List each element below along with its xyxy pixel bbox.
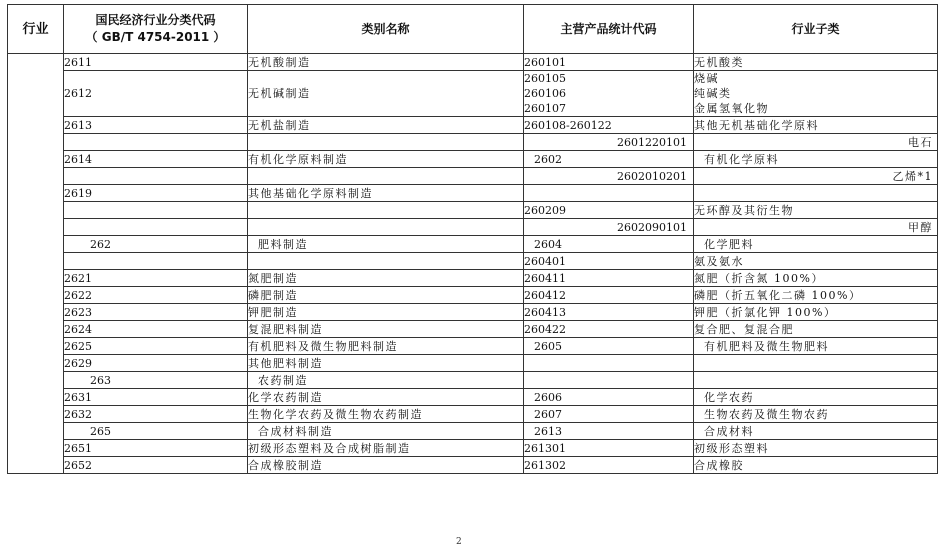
sub-industry-cell: 乙烯*1 bbox=[694, 168, 938, 185]
product-code-cell: 2602010201 bbox=[524, 168, 694, 185]
sub-industry-cell: 氨及氨水 bbox=[694, 253, 938, 270]
category-name-cell: 有机肥料及微生物肥料制造 bbox=[248, 338, 524, 355]
category-name-cell: 钾肥制造 bbox=[248, 304, 524, 321]
product-code-line: 260106 bbox=[524, 87, 566, 100]
product-code-cell: 260108-260122 bbox=[524, 117, 694, 134]
product-code-cell: 2601220101 bbox=[524, 134, 694, 151]
product-code-cell: 260209 bbox=[524, 202, 694, 219]
table-row bbox=[8, 253, 938, 270]
table-row bbox=[8, 54, 938, 71]
industry-cell bbox=[8, 54, 64, 474]
gb-code-cell: 2625 bbox=[64, 338, 248, 355]
gb-code-cell: 263 bbox=[64, 372, 248, 389]
gb-code-cell: 2624 bbox=[64, 321, 248, 338]
category-name-cell bbox=[248, 134, 524, 151]
category-name-cell: 有机化学原料制造 bbox=[248, 151, 524, 168]
sub-industry-cell: 氮肥（折含氮 100%） bbox=[694, 270, 938, 287]
table-row bbox=[8, 423, 938, 440]
sub-industry-line: 金属氢氧化物 bbox=[694, 102, 769, 115]
product-code-cell: 260101 bbox=[524, 54, 694, 71]
table-row bbox=[8, 457, 938, 474]
gb-code-cell: 2621 bbox=[64, 270, 248, 287]
table-row bbox=[8, 338, 938, 355]
product-code-cell bbox=[524, 185, 694, 202]
header-sub-industry: 行业子类 bbox=[694, 5, 938, 54]
category-name-cell bbox=[248, 219, 524, 236]
sub-industry-cell bbox=[694, 71, 938, 117]
table-row bbox=[8, 236, 938, 253]
category-name-cell: 磷肥制造 bbox=[248, 287, 524, 304]
category-name-cell: 无机碱制造 bbox=[248, 71, 524, 117]
sub-industry-cell: 无机酸类 bbox=[694, 54, 938, 71]
table-row bbox=[8, 219, 938, 236]
gb-code-cell: 2631 bbox=[64, 389, 248, 406]
sub-industry-cell: 化学农药 bbox=[694, 389, 938, 406]
sub-industry-line: 烧碱 bbox=[694, 72, 719, 85]
product-code-cell: 260411 bbox=[524, 270, 694, 287]
product-code-cell: 260413 bbox=[524, 304, 694, 321]
product-code-line: 260105 bbox=[524, 72, 566, 85]
gb-code-cell bbox=[64, 202, 248, 219]
header-product-code: 主营产品统计代码 bbox=[524, 5, 694, 54]
product-code-cell bbox=[524, 355, 694, 372]
gb-code-cell: 2611 bbox=[64, 54, 248, 71]
table-row bbox=[8, 134, 938, 151]
table-row bbox=[8, 440, 938, 457]
gb-code-cell: 2629 bbox=[64, 355, 248, 372]
sub-industry-cell: 其他无机基础化学原料 bbox=[694, 117, 938, 134]
table-row bbox=[8, 270, 938, 287]
product-code-line: 260107 bbox=[524, 102, 566, 115]
gb-code-cell: 2613 bbox=[64, 117, 248, 134]
gb-code-cell: 2612 bbox=[64, 71, 248, 117]
table-row bbox=[8, 117, 938, 134]
gb-code-cell: 2652 bbox=[64, 457, 248, 474]
sub-industry-line: 纯碱类 bbox=[694, 87, 732, 100]
table-row bbox=[8, 372, 938, 389]
gb-code-cell bbox=[64, 168, 248, 185]
table-row bbox=[8, 168, 938, 185]
header-industry: 行业 bbox=[8, 5, 64, 54]
category-name-cell: 生物化学农药及微生物农药制造 bbox=[248, 406, 524, 423]
table-row bbox=[8, 355, 938, 372]
sub-industry-cell bbox=[694, 355, 938, 372]
table-row bbox=[8, 304, 938, 321]
product-code-cell: 2606 bbox=[524, 389, 694, 406]
gb-code-cell bbox=[64, 134, 248, 151]
category-name-cell: 复混肥料制造 bbox=[248, 321, 524, 338]
product-code-cell: 2602 bbox=[524, 151, 694, 168]
sub-industry-cell: 复合肥、复混合肥 bbox=[694, 321, 938, 338]
sub-industry-cell: 有机化学原料 bbox=[694, 151, 938, 168]
sub-industry-cell: 合成材料 bbox=[694, 423, 938, 440]
category-name-cell: 初级形态塑料及合成树脂制造 bbox=[248, 440, 524, 457]
table-row bbox=[8, 202, 938, 219]
table-header-row bbox=[8, 5, 938, 54]
category-name-cell: 无机酸制造 bbox=[248, 54, 524, 71]
category-name-cell: 其他肥料制造 bbox=[248, 355, 524, 372]
product-code-cell: 260412 bbox=[524, 287, 694, 304]
product-code-cell: 261301 bbox=[524, 440, 694, 457]
header-category-name: 类别名称 bbox=[248, 5, 524, 54]
category-name-cell: 农药制造 bbox=[248, 372, 524, 389]
sub-industry-cell: 无环醇及其衍生物 bbox=[694, 202, 938, 219]
gb-code-cell: 2651 bbox=[64, 440, 248, 457]
sub-industry-cell: 化学肥料 bbox=[694, 236, 938, 253]
header-gb-code bbox=[64, 5, 248, 54]
table-row bbox=[8, 185, 938, 202]
sub-industry-cell: 生物农药及微生物农药 bbox=[694, 406, 938, 423]
product-code-cell: 260422 bbox=[524, 321, 694, 338]
product-code-cell: 261302 bbox=[524, 457, 694, 474]
category-name-cell: 其他基础化学原料制造 bbox=[248, 185, 524, 202]
category-name-cell bbox=[248, 168, 524, 185]
gb-code-cell: 2622 bbox=[64, 287, 248, 304]
table-row bbox=[8, 71, 938, 117]
sub-industry-cell: 初级形态塑料 bbox=[694, 440, 938, 457]
product-code-cell: 2613 bbox=[524, 423, 694, 440]
sub-industry-cell: 甲醇 bbox=[694, 219, 938, 236]
product-code-cell: 2602090101 bbox=[524, 219, 694, 236]
gb-code-cell: 262 bbox=[64, 236, 248, 253]
gb-code-cell: 2619 bbox=[64, 185, 248, 202]
sub-industry-cell: 钾肥（折氯化钾 100%） bbox=[694, 304, 938, 321]
gb-code-cell: 2614 bbox=[64, 151, 248, 168]
header-gb-code-line2: （ GB/T 4754-2011 ） bbox=[85, 30, 226, 44]
table-row bbox=[8, 287, 938, 304]
category-name-cell bbox=[248, 202, 524, 219]
sub-industry-cell bbox=[694, 372, 938, 389]
sub-industry-cell: 合成橡胶 bbox=[694, 457, 938, 474]
category-name-cell: 合成材料制造 bbox=[248, 423, 524, 440]
header-gb-code-line1: 国民经济行业分类代码 bbox=[95, 13, 216, 27]
category-name-cell: 化学农药制造 bbox=[248, 389, 524, 406]
gb-code-cell: 265 bbox=[64, 423, 248, 440]
gb-code-cell bbox=[64, 219, 248, 236]
sub-industry-cell: 有机肥料及微生物肥料 bbox=[694, 338, 938, 355]
category-name-cell bbox=[248, 253, 524, 270]
page-number: 2 bbox=[456, 537, 462, 547]
category-name-cell: 合成橡胶制造 bbox=[248, 457, 524, 474]
product-code-cell: 2605 bbox=[524, 338, 694, 355]
product-code-cell: 2604 bbox=[524, 236, 694, 253]
sub-industry-cell: 电石 bbox=[694, 134, 938, 151]
product-code-cell: 260401 bbox=[524, 253, 694, 270]
sub-industry-cell bbox=[694, 185, 938, 202]
product-code-cell bbox=[524, 71, 694, 117]
category-name-cell: 肥料制造 bbox=[248, 236, 524, 253]
table-row bbox=[8, 321, 938, 338]
product-code-cell bbox=[524, 372, 694, 389]
table-row bbox=[8, 151, 938, 168]
table-row bbox=[8, 389, 938, 406]
gb-code-cell: 2632 bbox=[64, 406, 248, 423]
gb-code-cell: 2623 bbox=[64, 304, 248, 321]
table-row bbox=[8, 406, 938, 423]
category-name-cell: 无机盐制造 bbox=[248, 117, 524, 134]
sub-industry-cell: 磷肥（折五氧化二磷 100%） bbox=[694, 287, 938, 304]
category-name-cell: 氮肥制造 bbox=[248, 270, 524, 287]
gb-code-cell bbox=[64, 253, 248, 270]
industry-classification-table bbox=[7, 4, 938, 474]
product-code-cell: 2607 bbox=[524, 406, 694, 423]
